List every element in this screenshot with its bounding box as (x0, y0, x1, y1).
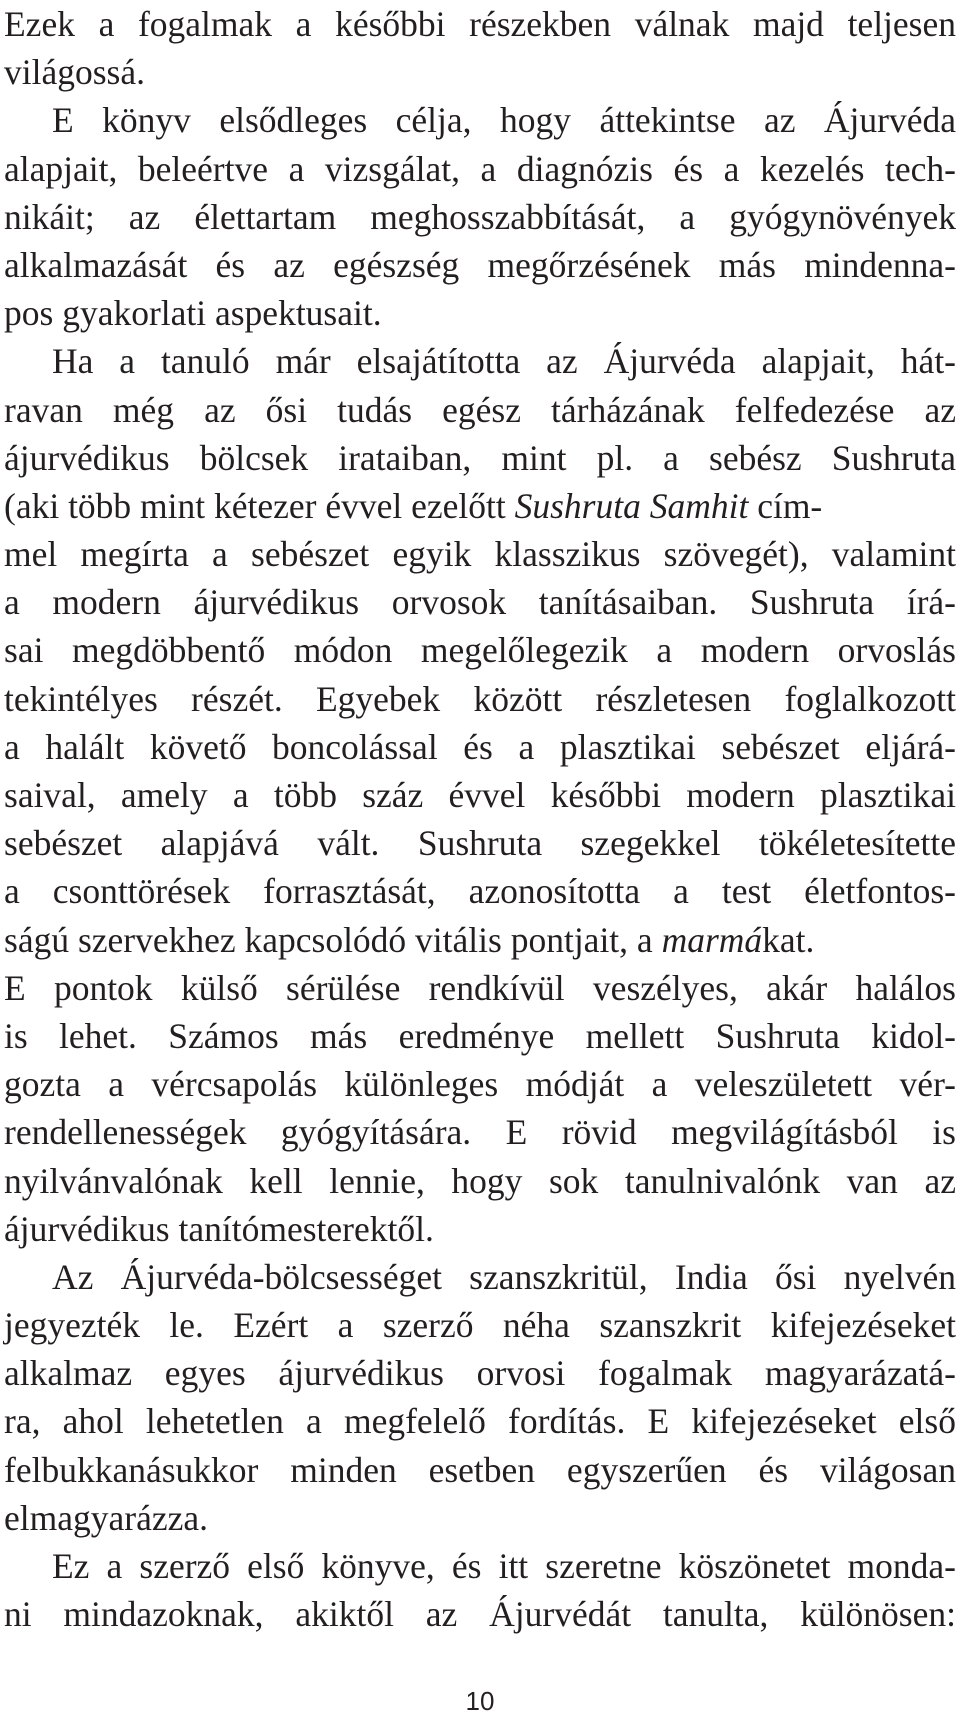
text-line: Ez a szerző első könyve, és itt szeretne köszönetet monda- (52, 1546, 956, 1586)
text-line-with-term (4, 916, 956, 964)
text-line: is lehet. Számos más eredménye mellett Sushruta kidol- (4, 1015, 956, 1056)
text-line-with-title (4, 482, 956, 530)
text-line: a halált követő boncolással és a plasztikai sebészet eljárá- (4, 726, 956, 767)
text-line: elmagyarázza. (4, 1497, 208, 1538)
text-line: felbukkanásukkor minden esetben egyszerűen és világosan (4, 1449, 956, 1490)
sanskrit-term-italic: marmá (661, 919, 763, 960)
text-line: Ha a tanuló már elsajátította az Ájurvéda alapjait, hát- (52, 341, 956, 382)
text-line: sai megdöbbentő módon megelőlegezik a modern orvoslás (4, 630, 956, 671)
text-fragment: cím- (748, 485, 823, 526)
text-line: pos gyakorlati aspektusait. (4, 293, 382, 334)
text-line: a modern ájurvédikus orvosok tanításaiban. Sushruta írá- (4, 582, 956, 623)
text-line: ájurvédikus tanítómesterektől. (4, 1208, 434, 1249)
text-fragment: (aki több mint kétezer évvel ezelőtt (4, 485, 515, 526)
text-line: jegyezték le. Ezért a szerző néha szanszkrit kifejezéseket (4, 1305, 956, 1346)
text-fragment: ságú szervekhez kapcsolódó vitális pontjait, a (4, 919, 662, 960)
text-line: mel megírta a sebészet egyik klasszikus szövegét), valamint (4, 534, 956, 575)
text-line: alkalmazását és az egészség megőrzésének más mindenna- (4, 244, 956, 285)
text-line: nyilvánvalónak kell lennie, hogy sok tanulnivalónk van az (4, 1160, 956, 1201)
text-line: ni mindazoknak, akiktől az Ájurvédát tanulta, különösen: (4, 1594, 956, 1635)
text-line: alkalmaz egyes ájurvédikus orvosi fogalmak magyarázatá- (4, 1353, 956, 1394)
text-line: Az Ájurvéda-bölcsességet szanszkritül, India ősi nyelvén (52, 1256, 956, 1297)
text-line: sebészet alapjává vált. Sushruta szegekkel tökéletesítette (4, 823, 956, 864)
text-line: gozta a vércsapolás különleges módját a veleszületett vér- (4, 1064, 956, 1105)
text-line: rendellenességek gyógyítására. E rövid megvilágításból is (4, 1112, 956, 1153)
text-line: nikáit; az élettartam meghosszabbítását, a gyógynövények (4, 196, 956, 237)
text-line: a csonttörések forrasztását, azonosította a test életfontos- (4, 871, 956, 912)
text-line: Ezek a fogalmak a későbbi részekben válnak majd teljesen (4, 4, 956, 44)
book-page-body (4, 0, 956, 1638)
text-line: világossá. (4, 52, 145, 93)
text-fragment: kat. (762, 919, 815, 960)
text-line: ra, ahol lehetetlen a megfelelő fordítás. E kifejezéseket első (4, 1401, 956, 1442)
text-line: ravan még az ősi tudás egész tárházának felfedezése az (4, 389, 956, 430)
text-line: E pontok külső sérülése rendkívül veszélyes, akár halálos (4, 967, 956, 1008)
text-line: ájurvédikus bölcsek irataiban, mint pl. a sebész Sushruta (4, 437, 956, 478)
book-title-italic: Sushruta Samhit (514, 485, 749, 526)
page-number: 10 (465, 1686, 495, 1716)
text-line: E könyv elsődleges célja, hogy áttekintse az Ájurvéda (52, 100, 956, 141)
text-line: tekintélyes részét. Egyebek között részletesen foglalkozott (4, 678, 956, 719)
text-line: saival, amely a több száz évvel későbbi modern plasztikai (4, 775, 956, 815)
text-line: alapjait, beleértve a vizsgálat, a diagnózis és a kezelés tech- (4, 148, 956, 189)
